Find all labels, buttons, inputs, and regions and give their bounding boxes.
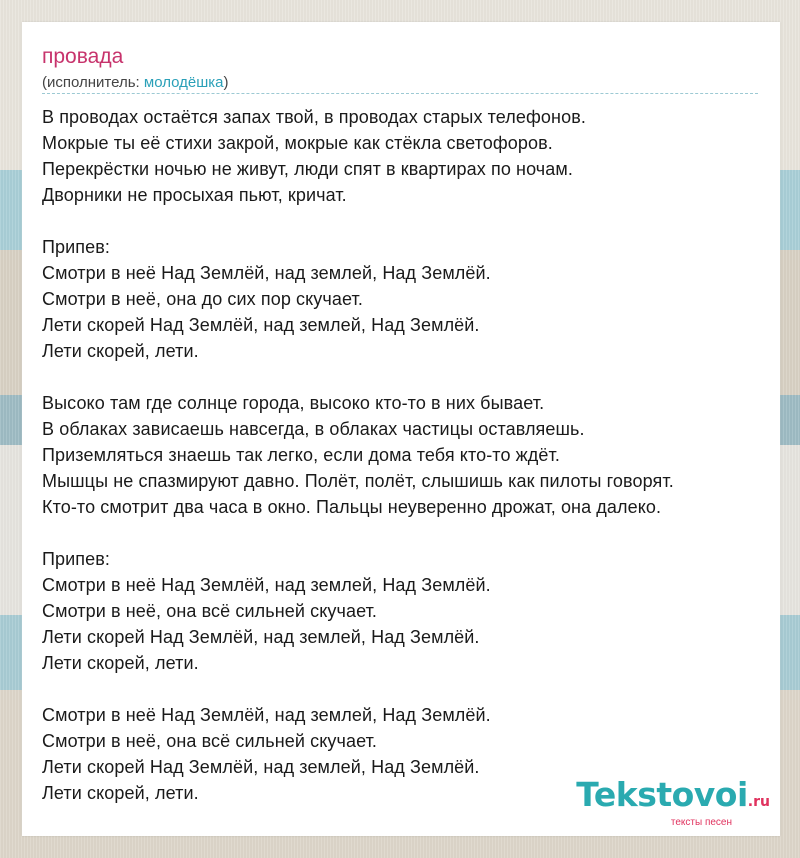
stanza [42, 546, 770, 676]
artist-link[interactable]: молодёшка [143, 74, 224, 91]
lyric-line: Лети скорей, лети. [42, 783, 199, 803]
lyric-line: Перекрёстки ночью не живут, люди спят в квартирах по ночам. [42, 159, 573, 179]
lyric-line: Кто-то смотрит два часа в окно. Пальцы неуверенно дрожат, она далеко. [42, 497, 662, 517]
lyric-line: Высоко там где солнце города, высоко кто-то в них бывает. [42, 393, 545, 413]
title-divider [42, 93, 758, 94]
performer-suffix: ) [223, 74, 229, 91]
lyric-line: Смотри в неё Над Землёй, над землей, Над Землёй. [42, 263, 491, 283]
lyric-line: Припев: [42, 237, 111, 257]
performer-line [42, 73, 229, 93]
lyric-line: Лети скорей Над Землёй, над землей, Над Землёй. [42, 315, 480, 335]
lyrics-card [22, 22, 780, 836]
lyric-line: Смотри в неё, она всё сильней скучает. [42, 731, 378, 751]
lyric-line: Мышцы не спазмируют давно. Полёт, полёт, слышишь как пилоты говорят. [42, 471, 674, 491]
logo-tld: .ru [747, 794, 770, 810]
stanza [42, 390, 770, 520]
lyric-line: Смотри в неё Над Землёй, над землей, Над Землёй. [42, 705, 491, 725]
stanza [42, 234, 770, 364]
lyric-line: Мокрые ты её стихи закрой, мокрые как стёкла светофоров. [42, 133, 553, 153]
lyric-line: Смотри в неё, она всё сильней скучает. [42, 601, 378, 621]
song-title: провада [42, 45, 124, 68]
lyric-line: В проводах остаётся запах твой, в проводах старых телефонов. [42, 107, 586, 127]
lyrics-text [42, 104, 770, 832]
performer-prefix: (исполнитель: [42, 74, 144, 91]
lyric-line: Смотри в неё Над Землёй, над землей, Над Землёй. [42, 575, 491, 595]
logo-tagline: тексты песен [670, 817, 732, 828]
lyric-line: Лети скорей, лети. [42, 341, 199, 361]
stanza [42, 104, 770, 208]
site-logo[interactable] [576, 775, 770, 828]
lyric-line: Смотри в неё, она до сих пор скучает. [42, 289, 363, 309]
lyric-line: Лети скорей Над Землёй, над землей, Над Землёй. [42, 757, 480, 777]
logo-name: Tekstovoi [576, 775, 748, 814]
logo-wordmark [576, 775, 770, 819]
lyric-line: Лети скорей, лети. [42, 653, 199, 673]
lyric-line: В облаках зависаешь навсегда, в облаках частицы оставляешь. [42, 419, 585, 439]
lyric-line: Дворники не просыхая пьют, кричат. [42, 185, 347, 205]
lyric-line: Припев: [42, 549, 111, 569]
lyric-line: Лети скорей Над Землёй, над землей, Над Землёй. [42, 627, 480, 647]
lyric-line: Приземляться знаешь так легко, если дома тебя кто-то ждёт. [42, 445, 560, 465]
